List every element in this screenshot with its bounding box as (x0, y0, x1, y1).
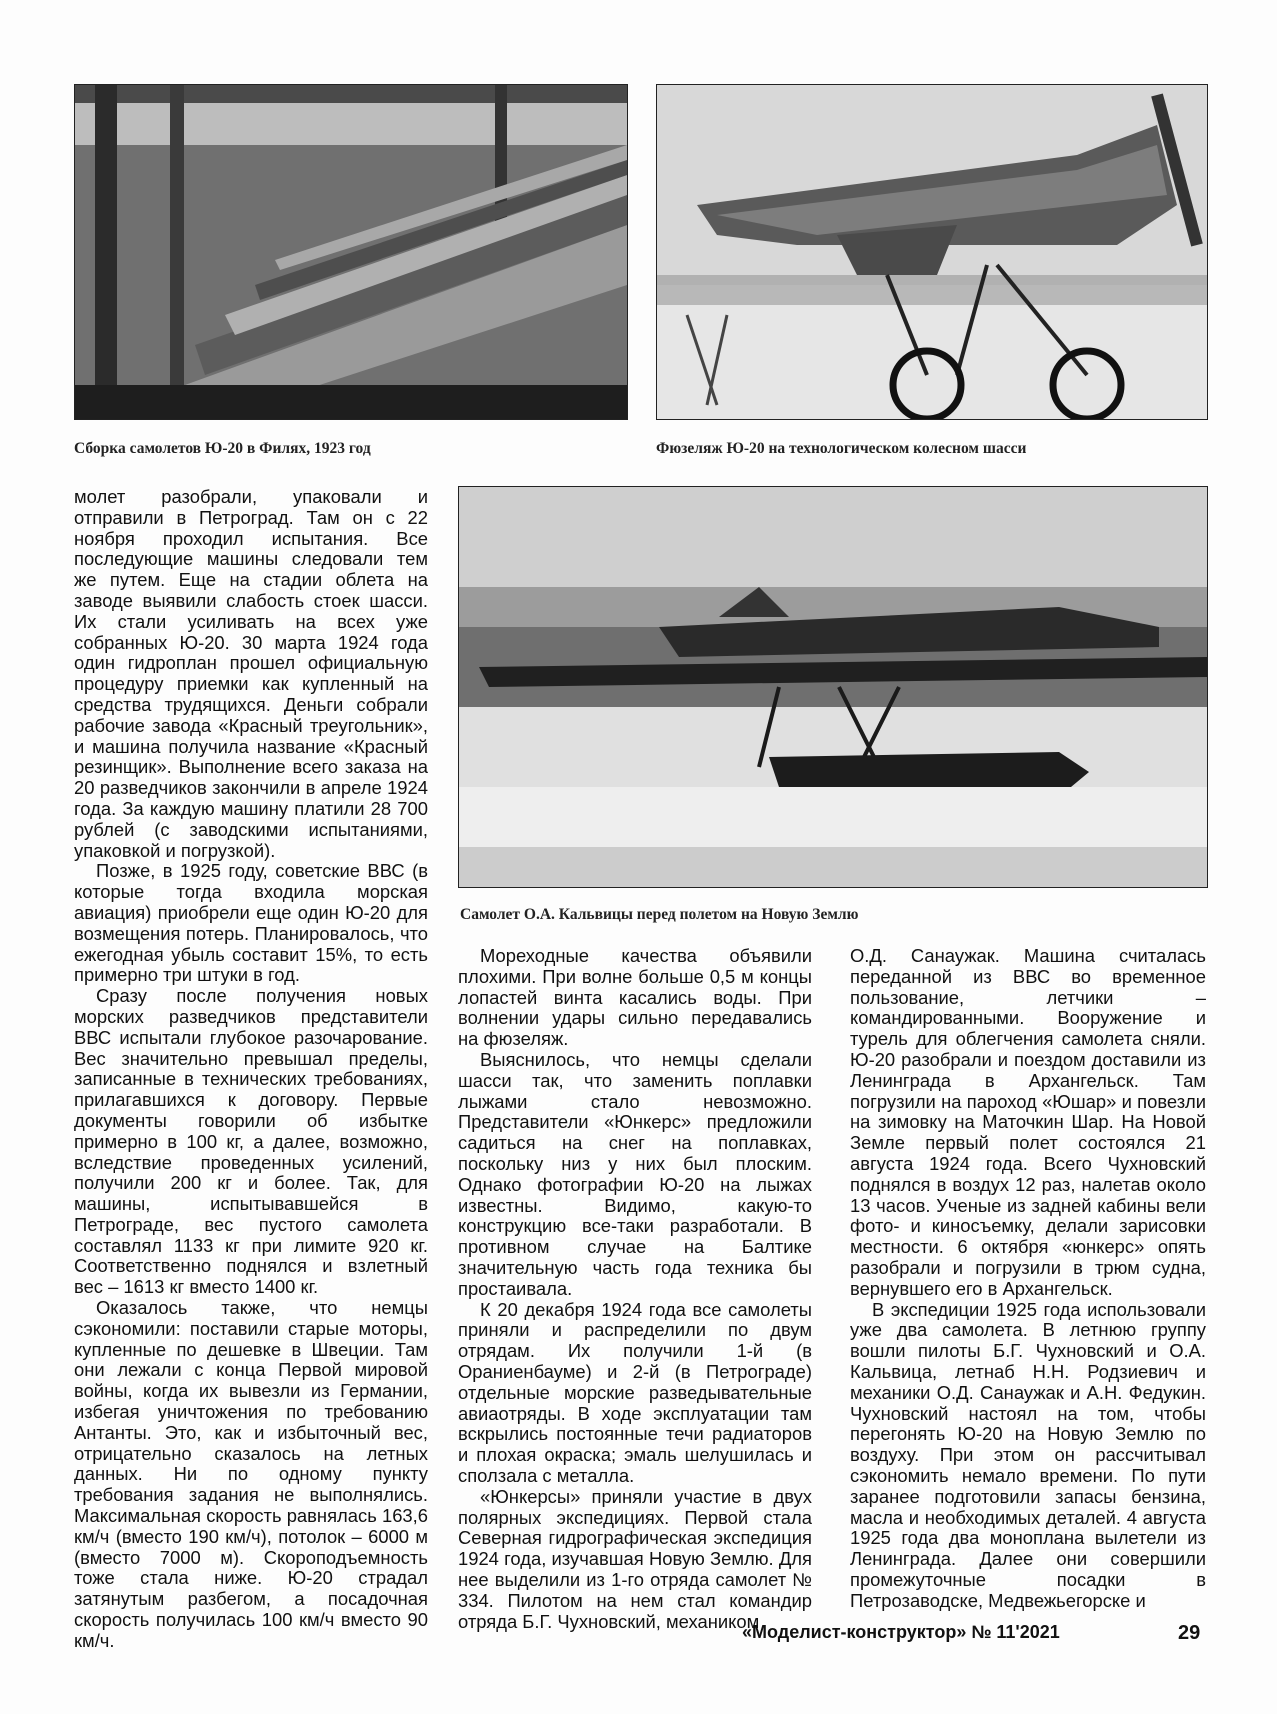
magazine-title: «Моделист-конструктор» № 11'2021 (742, 1622, 1060, 1642)
caption-fuselage: Фюзеляж Ю-20 на технологическом колесном шасси (656, 440, 1027, 457)
paragraph: О.Д. Санаужак. Машина считалась переданной из ВВС во временное пользование, летчики – командированными. Вооружение и турель для облегчения самолета сняли. Ю-20 разобрали и поездом доставили из Ленинграда в Архангельск. Там погрузили на пароход «Юшар» и повезли на зимовку на Маточкин Шар. На Новой Земле первый полет состоялся 21 августа 1924 года. Всего Чухновский поднялся в воздух 12 раз, налетав около 13 часов. Ученые из задней кабины вели фото- и киносъемку, делали зарисовки местности. 6 октября «юнкерс» опять разобрали и погрузили в трюм судна, вернувшего его в Архангельск. (850, 945, 1206, 1299)
photo-assembly (74, 84, 628, 420)
photo-fuselage (656, 84, 1208, 420)
paragraph: К 20 декабря 1924 года все самолеты приняли и распределили по двум отрядам. Их получили 1-й (в Ораниенбауме) и 2-й (в Петрограде) отдельные морские разведывательные авиаотряды. В ходе эксплуатации там вскрылись постоянные течи радиаторов и плохая окраска; эмаль шелушилась и сползала с металла. (458, 1298, 812, 1486)
paragraph: «Юнкерсы» приняли участие в двух полярных экспедициях. Первой стала Северная гидрографическая экспедиция 1924 года, изучавшая Новую Землю. Для нее выделили из 1-го отряда самолет № 334. Пилотом на нем стал командир отряда Б.Г. Чухновский, механиком (458, 1485, 812, 1632)
paragraph: молет разобрали, упаковали и отправили в Петроград. Там он с 22 ноября проходил испытания. Все последующие машины следовали тем же путем. Еще на стадии облета на заводе выявили слабость стоек шасси. Их стали усиливать на всех уже собранных Ю-20. 30 марта 1924 года один гидроплан прошел официальную процедуру приемки как купленный на средства трудящихся. Деньги собрали рабочие завода «Красный треугольник», и машина получила название «Красный резинщик». Выполнение всего заказа на 20 разведчиков закончили в апреле 1924 года. За каждую машину платили 28 700 рублей (с заводскими испытаниями, упаковкой и погрузкой). (74, 486, 428, 861)
page-number: 29 (1178, 1622, 1201, 1644)
caption-assembly: Сборка самолетов Ю-20 в Филях, 1923 год (74, 440, 371, 457)
paragraph: Выяснилось, что немцы сделали шасси так, что заменить поплавки лыжами стало невозможно. Представители «Юнкерс» предложили садиться на снег на поплавках, поскольку низ у них был плоским. Однако фотографии Ю-20 на лыжах известны. Видимо, какую-то конструкцию все-таки разработали. В противном случае на Балтике значительную часть года техника бы простаивала. (458, 1048, 812, 1299)
paragraph: Оказалось также, что немцы сэкономили: поставили старые моторы, купленные по дешевке в Швеции. Там они лежали с конца Первой мировой войны, когда их вывезли из Германии, избегая уничтожения по требованию Антанты. Это, как и избыточный вес, отрицательно сказалось на летных данных. Ни по одному пункту требования задания не выполнялись. Максимальная скорость равнялась 163,6 км/ч (вместо 190 км/ч), потолок – 6000 м (вместо 7000 м). Скороподъемность тоже стала ниже. Ю-20 страдал затянутым разбегом, а посадочная скорость получилась 100 км/ч вместо 90 км/ч. (74, 1297, 428, 1651)
paragraph: Мореходные качества объявили плохими. При волне больше 0,5 м концы лопастей винта касались воды. При волнении удары сильно передавались на фюзеляж. (458, 945, 812, 1050)
paragraph: В экспедиции 1925 года использовали уже два самолета. В летнюю группу вошли пилоты Б.Г. Чухновский и О.А. Кальвица, летнаб Н.Н. Родзиевич и механики О.Д. Санаужак и А.Н. Федукин. Чухновский настоял на том, чтобы перегонять Ю-20 на Новую Землю по воздуху. При этом он рассчитывал сэкономить немало времени. По пути заранее подготовили запасы бензина, масла и необходимых деталей. 4 августа 1925 года два моноплана вылетели из Ленинграда. Далее они совершили промежуточные посадки в Петрозаводске, Медвежьегорске и (850, 1298, 1206, 1611)
paragraph: Позже, в 1925 году, советские ВВС (в которые тогда входила морская авиация) приобрели еще один Ю-20 для возмещения потерь. Планировалось, что ежегодная убыль составит 15%, то есть примерно три штуки в год. (74, 860, 428, 986)
paragraph: Сразу после получения новых морских разведчиков представители ВВС испытали глубокое разочарование. Вес значительно превышал пределы, записанные в технических требованиях, прилагавшихся к договору. Первые документы говорили об избытке примерно в 100 кг, а далее, возможно, вследствие проведенных усилений, получили 200 кг и более. Так, для машины, испытывавшейся в Петрограде, вес пустого самолета составлял 1133 кг при лимите 920 кг. Соответственно поднялся и взлетный вес – 1613 кг вместо 1400 кг. (74, 985, 428, 1298)
caption-seaplane: Самолет О.А. Кальвицы перед полетом на Новую Землю (460, 906, 859, 923)
photo-seaplane (458, 486, 1208, 888)
column-left (74, 487, 428, 1652)
column-right (850, 946, 1206, 1612)
column-middle (458, 946, 812, 1632)
